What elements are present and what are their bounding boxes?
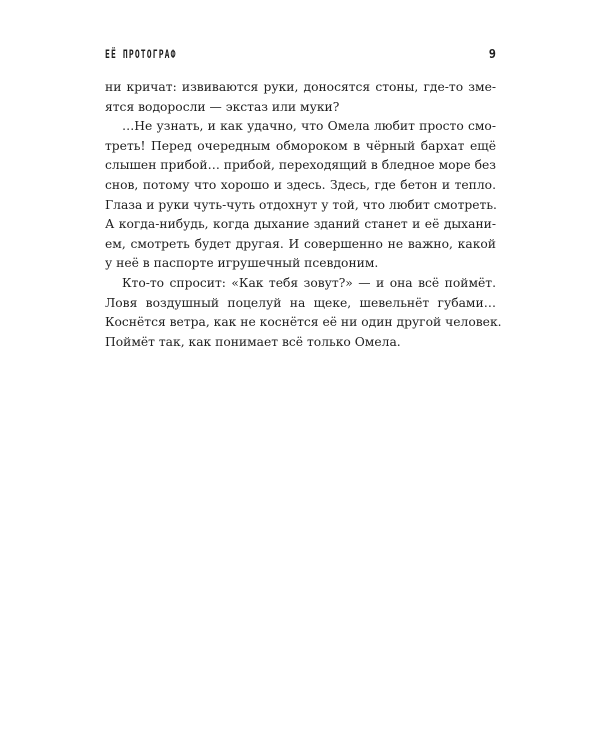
text-line: Ловя воздушный поцелуй на щеке, шевельнёт губами… <box>105 295 496 310</box>
page-number: 9 <box>488 47 496 61</box>
text-line: Глаза и руки чуть-чуть отдохнут у той, что любит смотреть. <box>105 197 497 212</box>
body-text <box>105 78 502 352</box>
text-line: ем, смотреть будет другая. И совершенно не важно, какой <box>105 236 496 251</box>
text-line: ни кричат: извиваются руки, доносятся стоны, где-то зме- <box>105 80 496 94</box>
text-line: А когда-нибудь, когда дыхание зданий станет и её дыхани- <box>105 217 496 232</box>
text-line: …Не узнать, и как удачно, что Омела любит просто смо- <box>122 119 496 134</box>
text-line: ятся водоросли — экстаз или муки? <box>105 99 340 114</box>
text-line: Поймёт так, как понимает всё только Омела. <box>105 334 401 349</box>
running-title: ЕЁ ПРОТОГРАФ <box>105 47 177 61</box>
text-line: Кто-то спросит: «Как тебя зовут?» — и она всё поймёт. <box>122 275 496 290</box>
text-line: Коснётся ветра, как не коснётся её ни один другой человек. <box>105 315 502 330</box>
running-header <box>105 47 496 65</box>
text-line: у неё в паспорте игрушечный псевдоним. <box>105 256 379 271</box>
text-line: снов, потому что хорошо и здесь. Здесь, где бетон и тепло. <box>105 177 496 192</box>
text-line: треть! Перед очередным обмороком в чёрный бархат ещё <box>105 138 496 153</box>
text-line: слышен прибой… прибой, переходящий в бледное море без <box>105 158 496 173</box>
